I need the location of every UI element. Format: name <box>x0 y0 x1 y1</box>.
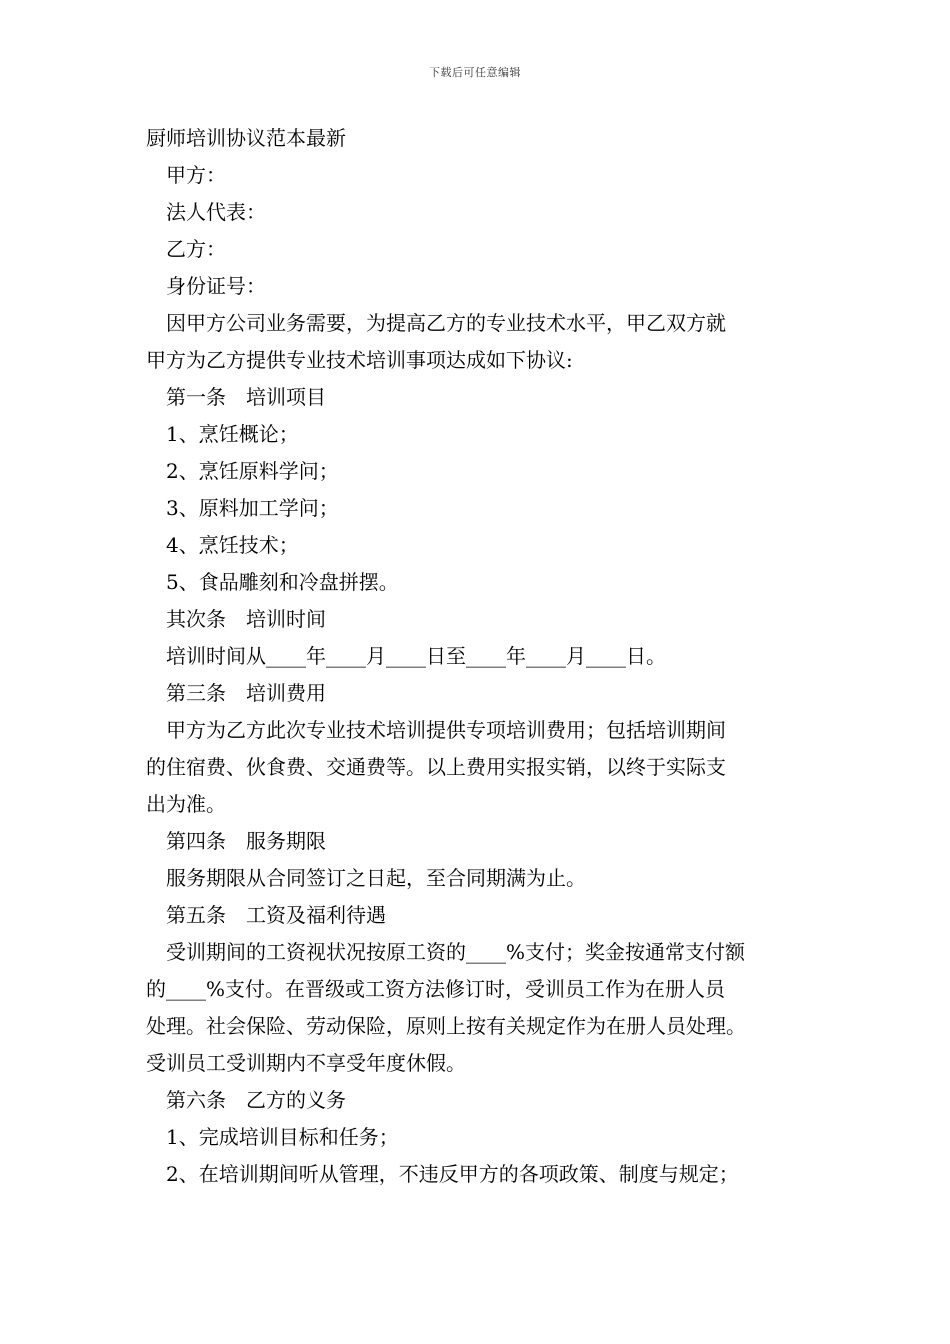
list-item: 2、在培训期间听从管理，不违反甲方的各项政策、制度与规定； <box>166 1162 739 1186</box>
article-5-body-line-3: 处理。社会保险、劳动保险，原则上按有关规定作为在册人员处理。 <box>146 1014 746 1038</box>
article-3-body-line-1: 甲方为乙方此次专业技术培训提供专项培训费用；包括培训期间 <box>166 718 726 742</box>
article-5-title: 第五条 工资及福利待遇 <box>166 903 386 927</box>
article-4-title: 第四条 服务期限 <box>166 829 326 853</box>
list-item: 1、烹饪概论； <box>166 422 299 446</box>
article-6-title: 第六条 乙方的义务 <box>166 1088 346 1112</box>
article-2-title: 其次条 培训时间 <box>166 607 326 631</box>
document-body <box>146 120 826 1193</box>
article-1-title: 第一条 培训项目 <box>166 385 326 409</box>
preamble-line-2: 甲方为乙方提供专业技术培训事项达成如下协议: <box>146 348 573 372</box>
list-item: 2、烹饪原料学问； <box>166 459 339 483</box>
page-header: 下载后可任意编辑 <box>429 66 521 79</box>
party-a-line: 甲方： <box>166 163 226 187</box>
article-3-body-line-2: 的住宿费、伙食费、交通费等。以上费用实报实销，以终于实际支 <box>146 755 726 779</box>
list-item: 1、完成培训目标和任务； <box>166 1125 399 1149</box>
article-3-body-line-3: 出为准。 <box>146 792 226 816</box>
article-3-title: 第三条 培训费用 <box>166 681 326 705</box>
party-b-line: 乙方： <box>166 237 226 261</box>
list-item: 4、烹饪技术； <box>166 533 299 557</box>
document-title: 厨师培训协议范本最新 <box>146 126 346 150</box>
list-item: 3、原料加工学问； <box>166 496 339 520</box>
article-5-body-line-2: 的____%支付。在晋级或工资方法修订时，受训员工作为在册人员 <box>146 977 726 1001</box>
article-5-body-line-1: 受训期间的工资视状况按原工资的____%支付；奖金按通常支付额 <box>166 940 746 964</box>
article-5-body-line-4: 受训员工受训期内不享受年度休假。 <box>146 1051 466 1075</box>
article-4-body: 服务期限从合同签订之日起，至合同期满为止。 <box>166 866 586 890</box>
preamble-line-1: 因甲方公司业务需要，为提高乙方的专业技术水平，甲乙双方就 <box>166 311 726 335</box>
article-2-body: 培训时间从____年____月____日至____年____月____日。 <box>166 644 666 668</box>
legal-rep-line: 法人代表： <box>166 200 266 224</box>
list-item: 5、食品雕刻和冷盘拼摆。 <box>166 570 399 594</box>
id-number-line: 身份证号： <box>166 274 266 298</box>
